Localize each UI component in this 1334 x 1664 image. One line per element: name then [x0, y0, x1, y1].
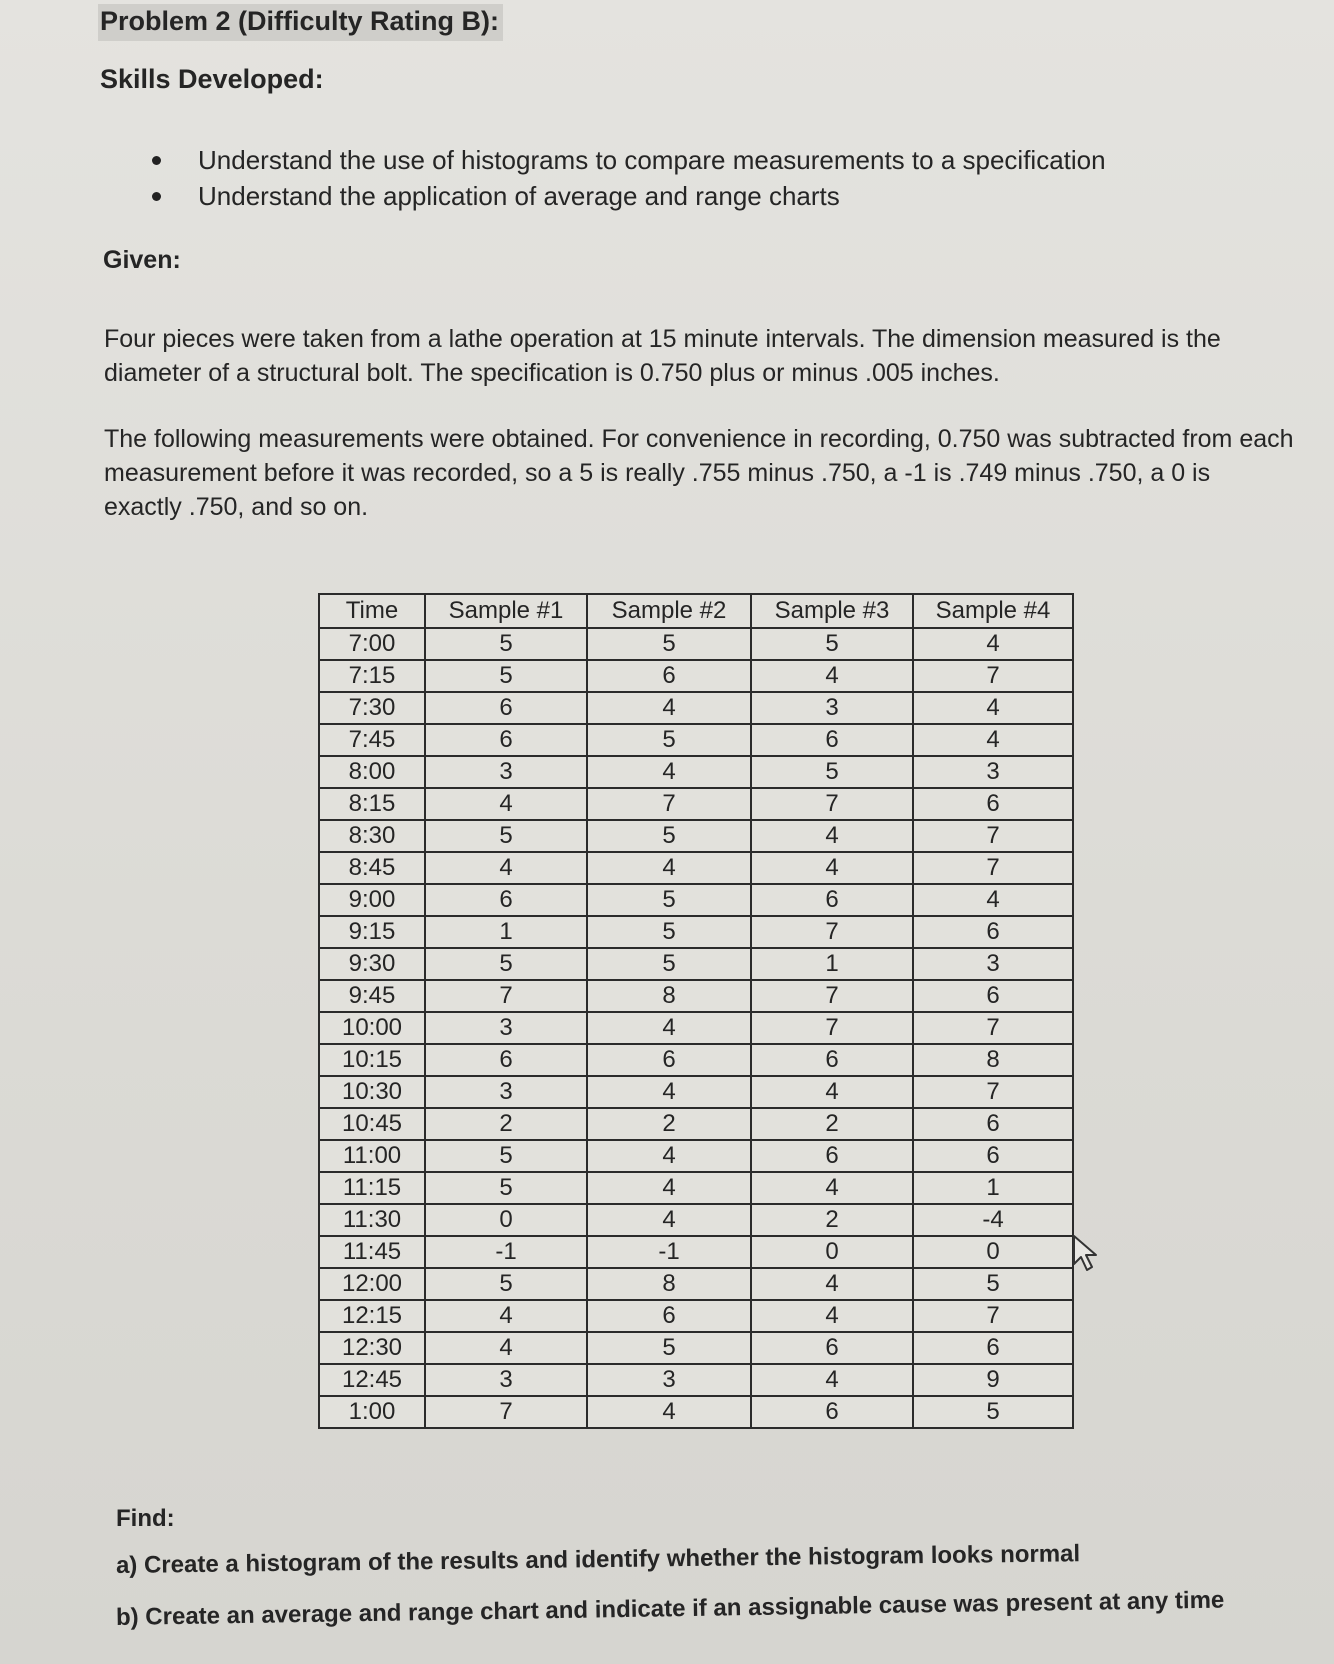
- cell-sample-3: 2: [751, 1204, 913, 1236]
- cell-sample-4: -4: [913, 1204, 1073, 1236]
- skills-list-item: Understand the application of average and range charts: [150, 178, 1106, 214]
- table-row: [319, 1076, 1073, 1108]
- table-row: [319, 884, 1073, 916]
- cell-time: 10:30: [319, 1076, 425, 1108]
- given-paragraph-measurements: The following measurements were obtained. For convenience in recording, 0.750 was subtracted from each measurement before it was recorded, so a 5 is really .755 minus .750, a -1 is .749 minus .750, a 0 is exactly .750, and so on.: [104, 425, 1294, 521]
- given-heading: Given:: [103, 246, 181, 274]
- cell-sample-4: 4: [913, 628, 1073, 660]
- cell-sample-2: 3: [587, 1364, 751, 1396]
- measurements-table: [318, 593, 1074, 1429]
- cell-sample-1: 3: [425, 1076, 587, 1108]
- cell-sample-1: 3: [425, 1364, 587, 1396]
- table-row: [319, 1300, 1073, 1332]
- cell-sample-1: 1: [425, 916, 587, 948]
- cell-sample-4: 6: [913, 980, 1073, 1012]
- cell-time: 11:45: [319, 1236, 425, 1268]
- table-row: [319, 948, 1073, 980]
- cell-sample-3: 4: [751, 820, 913, 852]
- cell-sample-2: 2: [587, 1108, 751, 1140]
- cell-time: 7:45: [319, 724, 425, 756]
- header-time: Time: [319, 594, 425, 628]
- cell-sample-1: 4: [425, 1332, 587, 1364]
- cell-sample-2: 6: [587, 660, 751, 692]
- cell-sample-2: 4: [587, 692, 751, 724]
- cell-sample-4: 4: [913, 724, 1073, 756]
- cell-sample-3: 6: [751, 1396, 913, 1428]
- table-row: [319, 756, 1073, 788]
- cell-time: 7:30: [319, 692, 425, 724]
- cell-sample-3: 4: [751, 660, 913, 692]
- cell-sample-4: 4: [913, 884, 1073, 916]
- cell-time: 11:00: [319, 1140, 425, 1172]
- cell-time: 12:45: [319, 1364, 425, 1396]
- cell-sample-3: 4: [751, 1364, 913, 1396]
- cell-sample-3: 6: [751, 1140, 913, 1172]
- table-row: [319, 1268, 1073, 1300]
- cell-sample-1: -1: [425, 1236, 587, 1268]
- cell-sample-3: 7: [751, 1012, 913, 1044]
- cell-sample-1: 5: [425, 1140, 587, 1172]
- table-row: [319, 1364, 1073, 1396]
- header-sample-4: Sample #4: [913, 594, 1073, 628]
- table-row: [319, 1396, 1073, 1428]
- cell-sample-4: 7: [913, 1076, 1073, 1108]
- skills-heading: Skills Developed:: [100, 64, 324, 94]
- cell-sample-1: 0: [425, 1204, 587, 1236]
- cell-sample-4: 6: [913, 788, 1073, 820]
- cell-sample-3: 7: [751, 980, 913, 1012]
- table-row: [319, 692, 1073, 724]
- cell-sample-2: 5: [587, 884, 751, 916]
- table-row: [319, 1012, 1073, 1044]
- skills-list: [150, 142, 1106, 214]
- cell-sample-2: 4: [587, 1204, 751, 1236]
- cell-sample-3: 6: [751, 1044, 913, 1076]
- find-item-a: a) Create a histogram of the results and identify whether the histogram looks normal: [115, 1540, 1081, 1579]
- table-row: [319, 1204, 1073, 1236]
- cell-time: 12:30: [319, 1332, 425, 1364]
- cell-sample-3: 1: [751, 948, 913, 980]
- cell-sample-2: 7: [587, 788, 751, 820]
- cell-sample-2: 5: [587, 724, 751, 756]
- cell-sample-3: 4: [751, 1300, 913, 1332]
- cell-time: 9:30: [319, 948, 425, 980]
- table-row: [319, 660, 1073, 692]
- cell-sample-1: 5: [425, 948, 587, 980]
- cell-sample-3: 4: [751, 1076, 913, 1108]
- cell-sample-2: 8: [587, 980, 751, 1012]
- find-heading: Find:: [116, 1505, 175, 1532]
- cell-sample-2: 8: [587, 1268, 751, 1300]
- cell-sample-1: 5: [425, 628, 587, 660]
- table-row: [319, 820, 1073, 852]
- cell-time: 10:00: [319, 1012, 425, 1044]
- cell-sample-2: 5: [587, 1332, 751, 1364]
- find-item-b: b) Create an average and range chart and indicate if an assignable cause was present at any time: [115, 1586, 1225, 1631]
- table-row: [319, 1172, 1073, 1204]
- cell-sample-4: 6: [913, 1332, 1073, 1364]
- cell-time: 9:45: [319, 980, 425, 1012]
- cell-sample-4: 6: [913, 1108, 1073, 1140]
- cell-sample-3: 6: [751, 884, 913, 916]
- header-sample-3: Sample #3: [751, 594, 913, 628]
- cell-sample-4: 5: [913, 1268, 1073, 1300]
- cell-sample-1: 6: [425, 724, 587, 756]
- cell-sample-2: 4: [587, 1076, 751, 1108]
- given-paragraph-specification: Four pieces were taken from a lathe operation at 15 minute intervals. The dimension measured is the diameter of a structural bolt. The specification is 0.750 plus or minus .005 inches.: [104, 325, 1221, 387]
- cell-sample-2: 6: [587, 1300, 751, 1332]
- cell-sample-4: 7: [913, 820, 1073, 852]
- cell-sample-4: 7: [913, 1012, 1073, 1044]
- cell-sample-2: 4: [587, 1140, 751, 1172]
- table-row: [319, 1332, 1073, 1364]
- cell-sample-1: 4: [425, 852, 587, 884]
- cell-sample-3: 6: [751, 1332, 913, 1364]
- cell-sample-2: 5: [587, 628, 751, 660]
- cell-sample-4: 7: [913, 852, 1073, 884]
- header-sample-2: Sample #2: [587, 594, 751, 628]
- table-row: [319, 628, 1073, 660]
- cell-sample-1: 5: [425, 820, 587, 852]
- cell-sample-1: 4: [425, 788, 587, 820]
- cell-sample-4: 3: [913, 948, 1073, 980]
- cell-sample-3: 0: [751, 1236, 913, 1268]
- cell-sample-4: 5: [913, 1396, 1073, 1428]
- skills-list-item: Understand the use of histograms to compare measurements to a specification: [150, 142, 1106, 178]
- cell-sample-2: 4: [587, 852, 751, 884]
- cell-time: 11:15: [319, 1172, 425, 1204]
- cell-sample-1: 3: [425, 756, 587, 788]
- header-sample-1: Sample #1: [425, 594, 587, 628]
- cell-time: 1:00: [319, 1396, 425, 1428]
- cell-sample-1: 5: [425, 1172, 587, 1204]
- cell-sample-2: 5: [587, 916, 751, 948]
- cursor-arrow-icon: [1070, 1234, 1106, 1274]
- table-row: [319, 1236, 1073, 1268]
- cell-time: 10:45: [319, 1108, 425, 1140]
- cell-sample-4: 7: [913, 660, 1073, 692]
- cell-time: 12:00: [319, 1268, 425, 1300]
- cell-sample-3: 4: [751, 852, 913, 884]
- cell-sample-4: 0: [913, 1236, 1073, 1268]
- cell-time: 8:30: [319, 820, 425, 852]
- cell-sample-4: 6: [913, 1140, 1073, 1172]
- table-row: [319, 724, 1073, 756]
- cell-time: 8:45: [319, 852, 425, 884]
- cell-sample-4: 3: [913, 756, 1073, 788]
- cell-sample-1: 7: [425, 980, 587, 1012]
- cell-sample-1: 6: [425, 884, 587, 916]
- cell-sample-1: 7: [425, 1396, 587, 1428]
- cell-sample-2: 4: [587, 756, 751, 788]
- table-row: [319, 1108, 1073, 1140]
- cell-sample-1: 5: [425, 660, 587, 692]
- table-body: [319, 628, 1073, 1428]
- cell-sample-3: 2: [751, 1108, 913, 1140]
- cell-sample-1: 5: [425, 1268, 587, 1300]
- cell-time: 7:00: [319, 628, 425, 660]
- table-row: [319, 1044, 1073, 1076]
- problem-title: Problem 2 (Difficulty Rating B):: [98, 4, 503, 41]
- cell-time: 8:00: [319, 756, 425, 788]
- cell-sample-3: 7: [751, 788, 913, 820]
- cell-sample-3: 4: [751, 1268, 913, 1300]
- cell-sample-1: 2: [425, 1108, 587, 1140]
- table-header-row: [319, 594, 1073, 628]
- table-row: [319, 852, 1073, 884]
- cell-sample-3: 7: [751, 916, 913, 948]
- cell-time: 10:15: [319, 1044, 425, 1076]
- cell-sample-4: 6: [913, 916, 1073, 948]
- cell-sample-3: 5: [751, 756, 913, 788]
- cell-sample-2: -1: [587, 1236, 751, 1268]
- cell-time: 7:15: [319, 660, 425, 692]
- cell-time: 9:15: [319, 916, 425, 948]
- cell-sample-4: 9: [913, 1364, 1073, 1396]
- cell-sample-4: 4: [913, 692, 1073, 724]
- cell-sample-2: 5: [587, 820, 751, 852]
- cell-time: 12:15: [319, 1300, 425, 1332]
- cell-sample-2: 4: [587, 1396, 751, 1428]
- cell-time: 8:15: [319, 788, 425, 820]
- cell-time: 9:00: [319, 884, 425, 916]
- cell-sample-3: 3: [751, 692, 913, 724]
- table-row: [319, 1140, 1073, 1172]
- table-row: [319, 916, 1073, 948]
- table-row: [319, 788, 1073, 820]
- cell-sample-1: 6: [425, 692, 587, 724]
- cell-sample-4: 8: [913, 1044, 1073, 1076]
- cell-sample-2: 4: [587, 1012, 751, 1044]
- cell-sample-1: 6: [425, 1044, 587, 1076]
- cell-sample-1: 4: [425, 1300, 587, 1332]
- cell-time: 11:30: [319, 1204, 425, 1236]
- cell-sample-4: 1: [913, 1172, 1073, 1204]
- cell-sample-2: 4: [587, 1172, 751, 1204]
- cell-sample-3: 4: [751, 1172, 913, 1204]
- cell-sample-2: 5: [587, 948, 751, 980]
- cell-sample-1: 3: [425, 1012, 587, 1044]
- cell-sample-2: 6: [587, 1044, 751, 1076]
- cell-sample-3: 5: [751, 628, 913, 660]
- table-row: [319, 980, 1073, 1012]
- cell-sample-3: 6: [751, 724, 913, 756]
- cell-sample-4: 7: [913, 1300, 1073, 1332]
